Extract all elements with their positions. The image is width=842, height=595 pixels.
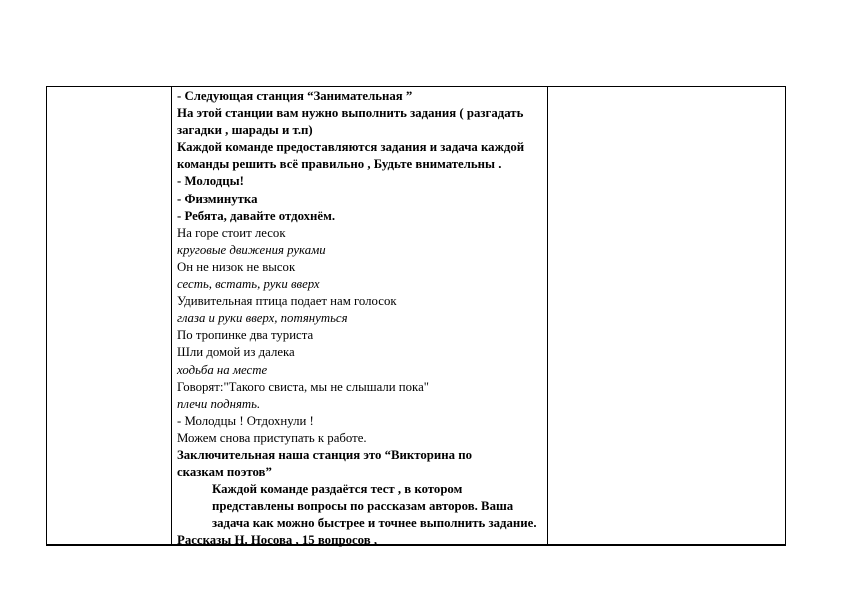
text-line: сказкам поэтов” — [177, 465, 272, 480]
text-line: На горе стоит лесок — [177, 225, 286, 240]
text-line: - Молодцы ! Отдохнули ! — [177, 413, 314, 428]
text-line: Каждой команде раздаётся тест , в котором — [212, 482, 463, 497]
text-line: плечи поднять. — [177, 396, 261, 411]
text-line: - Ребята, давайте отдохнём. — [177, 208, 336, 223]
column-divider-left — [171, 87, 172, 545]
text-line: По тропинке два туриста — [177, 328, 314, 343]
text-line: круговые движения руками — [177, 242, 326, 257]
text-line: Говорят:"Такого свиста, мы не слышали пока" — [177, 379, 429, 394]
text-line: - Следующая станция “Занимательная ” — [177, 89, 413, 103]
text-line: команды решить всё правильно , Будьте внимательны . — [177, 157, 502, 172]
column-divider-right — [547, 87, 548, 545]
text-line: Удивительная птица подает нам голосок — [177, 294, 397, 309]
text-line: загадки , шарады и т.п) — [177, 123, 313, 138]
text-line: глаза и руки вверх, потянуться — [177, 311, 348, 326]
text-line: ходьба на месте — [177, 362, 268, 377]
text-line: - Физминутка — [177, 191, 258, 206]
text-line: сесть, встать, руки вверх — [177, 277, 320, 292]
text-line: задача как можно быстрее и точнее выполнить задание. — [212, 516, 537, 531]
text-line: Можем снова приступать к работе. — [177, 430, 367, 445]
text-line: На этой станции вам нужно выполнить задания ( разгадать — [177, 106, 524, 121]
text-line: - Молодцы! — [177, 174, 244, 189]
text-line: Он не низок не высок — [177, 259, 296, 274]
text-line: Заключительная наша станция это “Викторина по — [177, 447, 473, 462]
lesson-text-cell — [177, 88, 547, 550]
text-line: Рассказы Н. Носова , 15 вопросов , — [177, 533, 378, 548]
text-line: Шли домой из далека — [177, 345, 295, 360]
text-line: Каждой команде предоставляются задания и задача каждой — [177, 140, 525, 155]
text-line: представлены вопросы по рассказам авторов. Ваша — [212, 499, 514, 514]
